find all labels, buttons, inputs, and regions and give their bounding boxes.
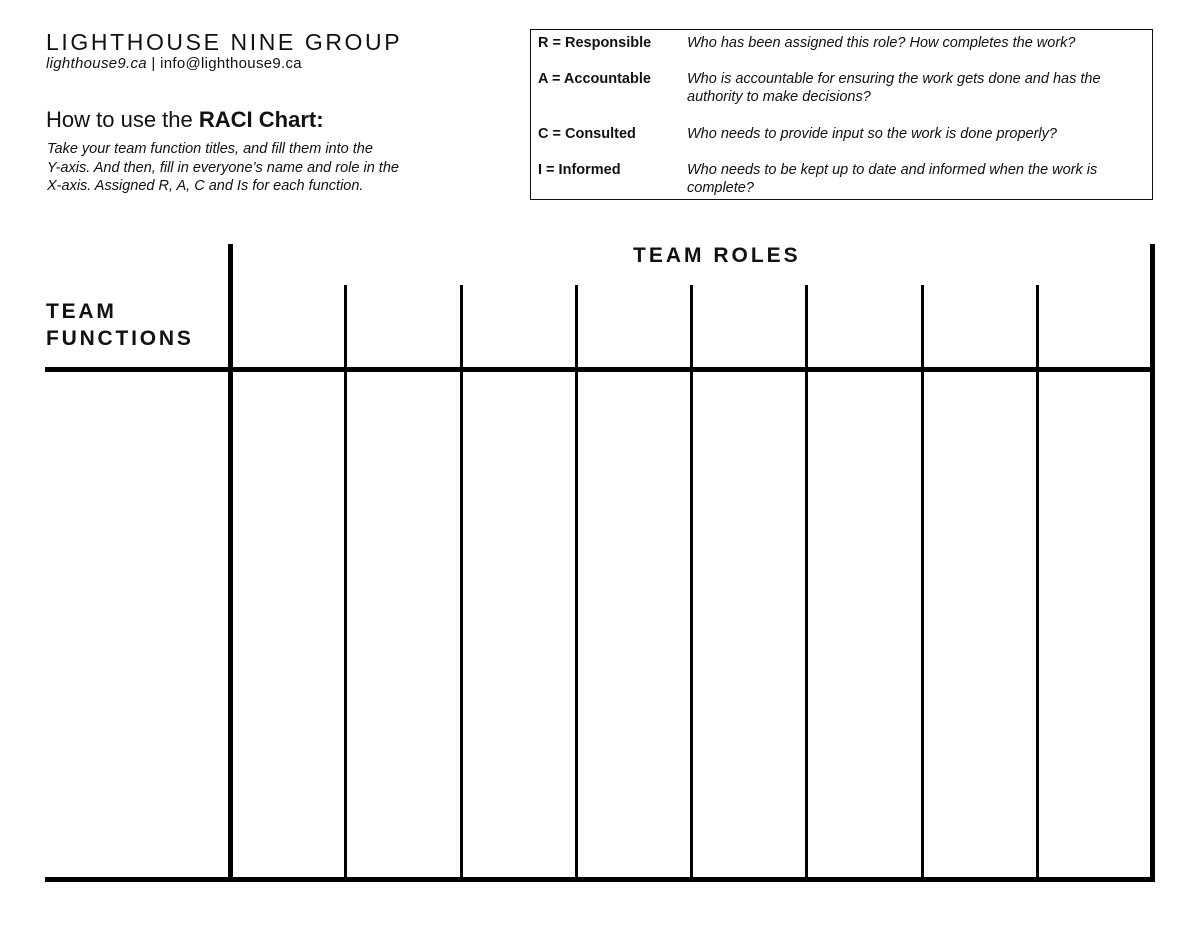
raci-assignment-cell[interactable]: [348, 372, 457, 876]
team-function-cell[interactable]: [46, 372, 226, 876]
legend-term: C = Consulted: [538, 126, 636, 142]
role-name-cell[interactable]: [809, 286, 918, 365]
howto-line-1: Take your team function titles, and fill them into the: [47, 141, 373, 157]
legend-definition: Who has been assigned this role? How completes the work?: [687, 35, 1076, 51]
howto-instructions: [47, 140, 487, 196]
website-link[interactable]: lighthouse9.ca: [46, 55, 147, 72]
email-link[interactable]: info@lighthouse9.ca: [160, 55, 302, 72]
team-functions-line-2: FUNCTIONS: [46, 327, 194, 350]
contact-separator: |: [151, 55, 156, 72]
raci-legend: [530, 29, 1153, 200]
team-functions-line-1: TEAM: [46, 300, 117, 323]
team-functions-header: [46, 298, 226, 352]
role-name-cell[interactable]: [694, 286, 803, 365]
raci-assignment-cell[interactable]: [809, 372, 918, 876]
role-name-cell[interactable]: [464, 286, 573, 365]
grid-header-rule: [45, 367, 1155, 372]
raci-assignment-cell[interactable]: [694, 372, 803, 876]
raci-assignment-cell[interactable]: [925, 372, 1034, 876]
legend-definition: Who needs to be kept up to date and informed when the work is complete?: [687, 162, 1098, 196]
role-name-cell[interactable]: [1040, 286, 1149, 365]
grid-column-divider: [460, 285, 463, 879]
role-name-cell[interactable]: [348, 286, 457, 365]
grid-column-divider: [690, 285, 693, 879]
raci-assignment-cell[interactable]: [1040, 372, 1149, 876]
howto-line-2: Y-axis. And then, fill in everyone’s name and role in the: [47, 159, 399, 176]
grid-column-divider: [921, 285, 924, 879]
grid-right-border: [1150, 244, 1155, 881]
role-name-cell[interactable]: [579, 286, 688, 365]
role-name-cell[interactable]: [925, 286, 1034, 365]
grid-column-divider: [805, 285, 808, 879]
howto-title: [46, 106, 324, 134]
howto-title-prefix: How to use the: [46, 107, 199, 132]
org-name: LIGHTHOUSE NINE GROUP: [46, 29, 403, 55]
legend-term: A = Accountable: [538, 71, 651, 87]
grid-column-divider: [1036, 285, 1039, 879]
raci-assignment-cell[interactable]: [464, 372, 573, 876]
raci-assignment-cell[interactable]: [233, 372, 342, 876]
grid-column-divider: [344, 285, 347, 879]
org-contact: [46, 55, 302, 73]
raci-assignment-cell[interactable]: [579, 372, 688, 876]
howto-line-3: X-axis. Assigned R, A, C and Is for each function.: [47, 178, 364, 194]
legend-term: I = Informed: [538, 162, 621, 178]
grid-bottom-rule: [45, 877, 1155, 882]
legend-definition: Who is accountable for ensuring the work gets done and has the authority to make decisions?: [687, 71, 1101, 105]
legend-term: R = Responsible: [538, 35, 652, 51]
team-roles-header: TEAM ROLES: [633, 244, 801, 267]
grid-column-divider: [575, 285, 578, 879]
howto-title-bold: RACI Chart:: [198, 107, 324, 132]
grid-left-border: [228, 244, 233, 881]
role-name-cell[interactable]: [233, 286, 342, 365]
legend-definition: Who needs to provide input so the work is done properly?: [687, 126, 1057, 142]
